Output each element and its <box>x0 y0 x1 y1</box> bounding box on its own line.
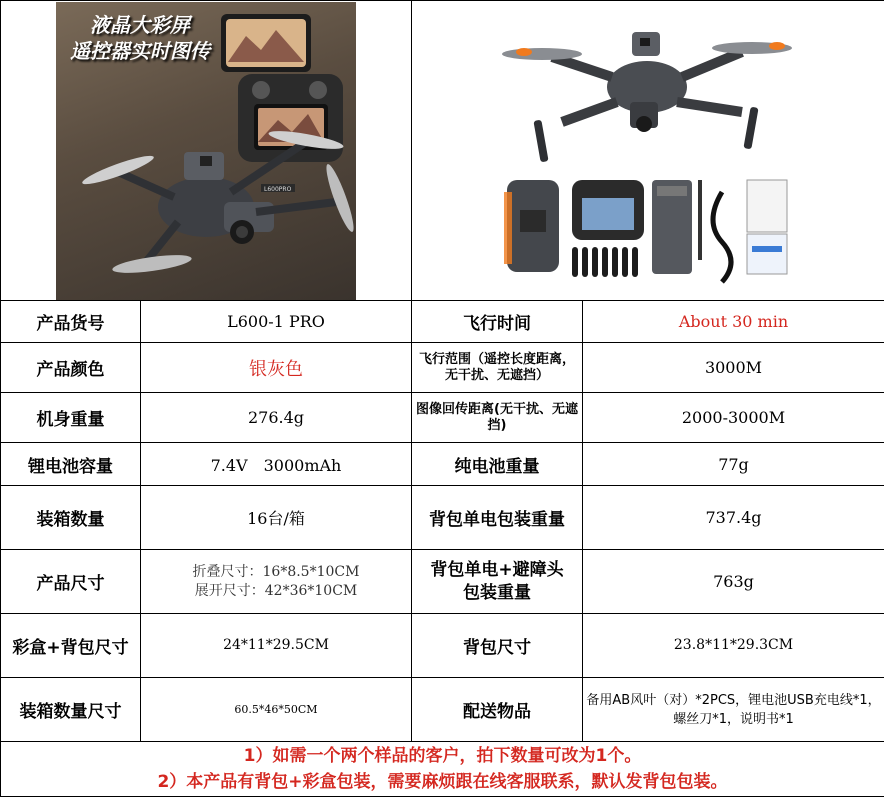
carton-size-label: 装箱数量尺寸 <box>1 678 141 742</box>
photo-title-line1: 液晶大彩屏 <box>90 12 190 37</box>
note-line-1: 1）如需一个两个样品的客户，拍下数量可改为1个。 <box>243 746 642 766</box>
note-line-2: 2）本产品有背包+彩盒包装，需要麻烦跟在线客服联系，默认发背包包装。 <box>157 772 728 792</box>
battery-capacity-value: 7.4V 3000mAh <box>141 443 412 486</box>
body-weight-value: 276.4g <box>141 393 412 443</box>
flight-time-value: About 30 min <box>583 301 884 343</box>
item-number-label: 产品货号 <box>1 301 141 343</box>
table-row <box>1 678 884 742</box>
product-size-label: 产品尺寸 <box>1 550 141 614</box>
photo-title-line2: 遥控器实时图传 <box>70 38 210 63</box>
image-transmission-value: 2000-3000M <box>583 393 884 443</box>
left-photo-cell <box>1 1 412 301</box>
right-photo-cell <box>412 1 884 301</box>
backpack-obstacle-weight-label-line1: 背包单电+避障头 <box>430 559 564 580</box>
table-row <box>1 486 884 550</box>
color-label: 产品颜色 <box>1 343 141 393</box>
battery-capacity-label: 锂电池容量 <box>1 443 141 486</box>
backpack-size-label: 背包尺寸 <box>412 614 583 678</box>
notes-row <box>1 742 884 797</box>
notes-cell <box>1 742 884 797</box>
table-row <box>1 614 884 678</box>
backpack-weight-value: 737.4g <box>583 486 884 550</box>
box-backpack-size-value: 24*11*29.5CM <box>141 614 412 678</box>
image-row <box>1 1 884 301</box>
body-weight-label: 机身重量 <box>1 393 141 443</box>
package-contents-photo <box>412 2 884 300</box>
backpack-size-value: 23.8*11*29.3CM <box>583 614 884 678</box>
folded-size: 折叠尺寸：16*8.5*10CM <box>192 563 360 580</box>
included-items-value: 备用AB风叶（对）*2PCS，锂电池USB充电线*1，螺丝刀*1，说明书*1 <box>583 678 884 742</box>
table-row <box>1 550 884 614</box>
carton-quantity-value: 16台/箱 <box>141 486 412 550</box>
package-contents-illustration <box>412 2 884 300</box>
flight-range-label: 飞行范围（遥控长度距离，无干扰、无遮挡） <box>412 343 583 393</box>
included-items-label: 配送物品 <box>412 678 583 742</box>
color-value: 银灰色 <box>141 343 412 393</box>
flight-range-value: 3000M <box>583 343 884 393</box>
battery-weight-label: 纯电池重量 <box>412 443 583 486</box>
backpack-obstacle-weight-label-line2: 包装重量 <box>463 582 531 603</box>
battery-weight-value: 77g <box>583 443 884 486</box>
product-size-value <box>141 550 412 614</box>
carton-quantity-label: 装箱数量 <box>1 486 141 550</box>
table-row <box>1 443 884 486</box>
table-row <box>1 393 884 443</box>
drone-badge: L600PRO <box>264 185 292 193</box>
item-number-value: L600-1 PRO <box>141 301 412 343</box>
table-row <box>1 343 884 393</box>
backpack-weight-label: 背包单电包装重量 <box>412 486 583 550</box>
image-transmission-label: 图像回传距离(无干扰、无遮挡) <box>412 393 583 443</box>
backpack-obstacle-weight-value: 763g <box>583 550 884 614</box>
photo-title <box>70 12 210 64</box>
box-backpack-size-label: 彩盒+背包尺寸 <box>1 614 141 678</box>
unfolded-size: 展开尺寸：42*36*10CM <box>194 582 358 599</box>
backpack-obstacle-weight-label <box>412 550 583 614</box>
drone-with-remote-photo <box>56 2 356 300</box>
table-row <box>1 301 884 343</box>
flight-time-label: 飞行时间 <box>412 301 583 343</box>
carton-size-value: 60.5*46*50CM <box>141 678 412 742</box>
